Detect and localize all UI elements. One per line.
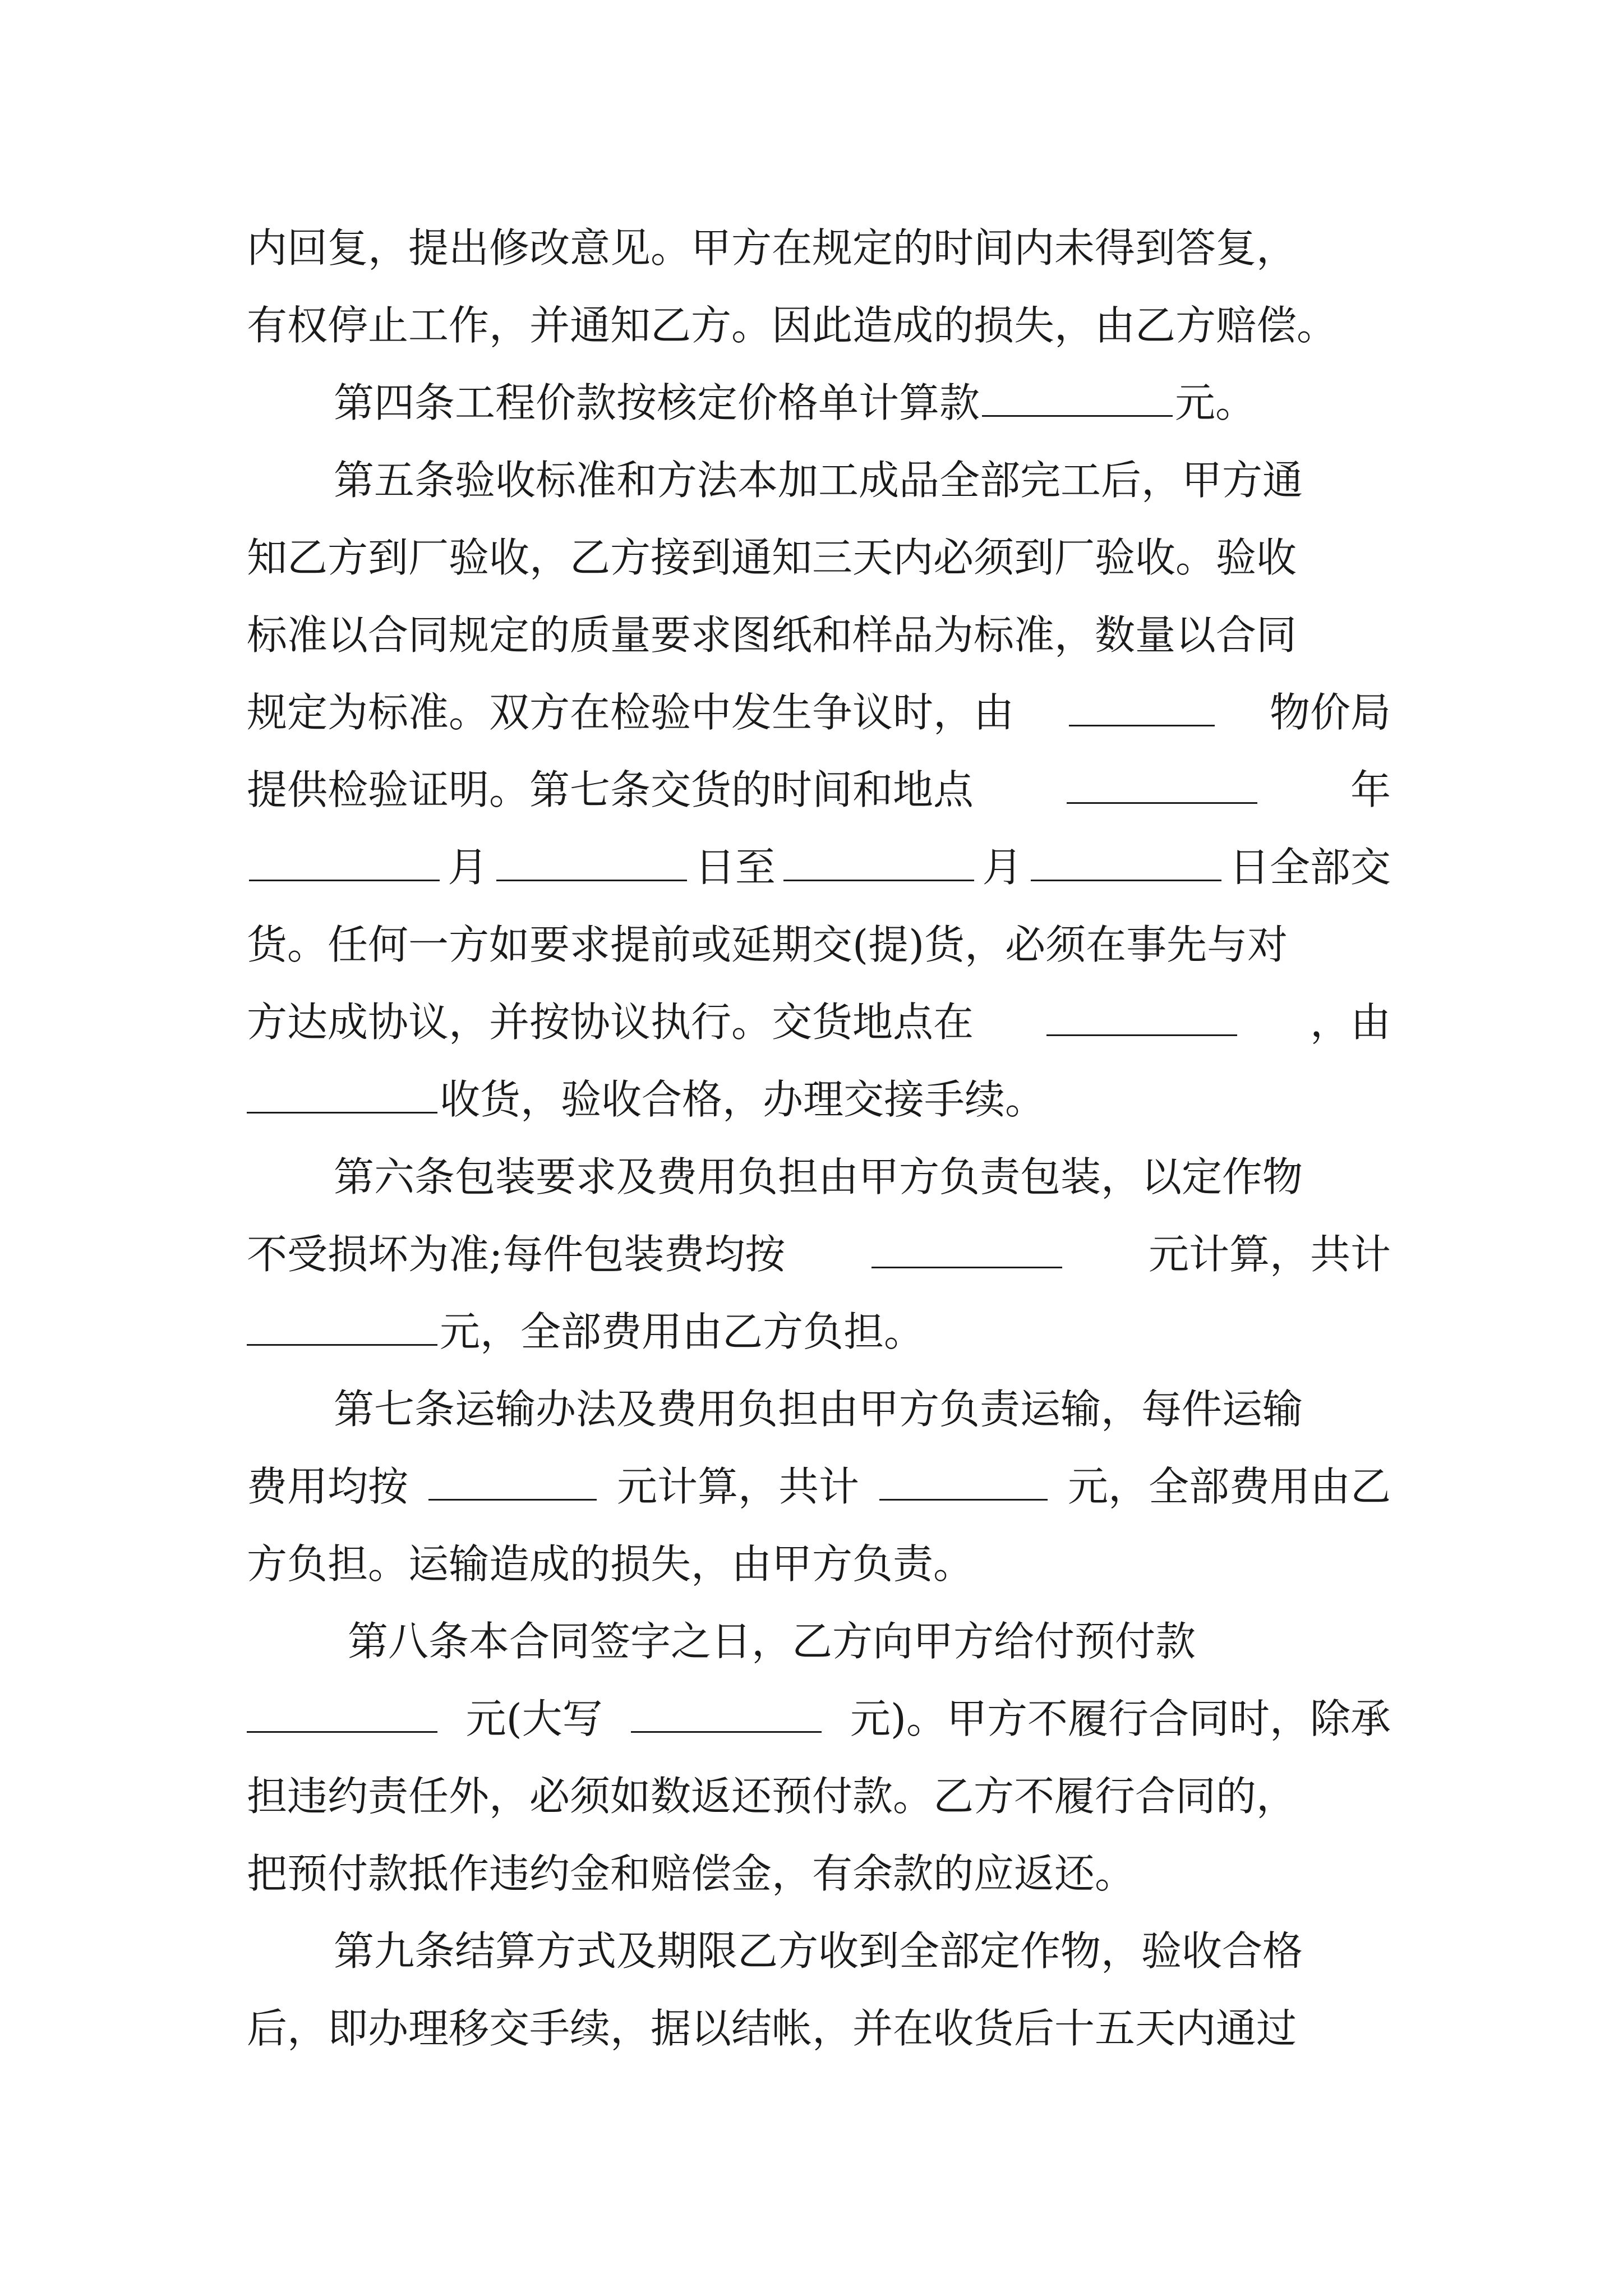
fill-blank[interactable] (783, 844, 974, 881)
text-segment: 元计算，共计 (616, 1463, 859, 1510)
fill-blank[interactable] (1067, 766, 1257, 804)
text-segment: 内回复，提出修改意见。甲方在规定的时间内未得到答复， (247, 224, 1297, 272)
article-5-line (334, 452, 1391, 508)
fill-blank[interactable] (428, 1463, 597, 1501)
text-line (247, 1691, 1391, 1747)
text-segment: 担违约责任外，必须如数返还预付款。乙方不履行合同的， (247, 1773, 1297, 1820)
fill-blank[interactable] (872, 1231, 1062, 1268)
text-segment: 第六条包装要求及费用负担由甲方负责包装，以定作物 (334, 1153, 1303, 1200)
text-line (247, 684, 1391, 740)
text-segment: 收货，验收合格，办理交接手续。 (440, 1076, 1046, 1123)
text-segment: 元。 (1175, 379, 1256, 426)
text-line (247, 2000, 1391, 2056)
text-line (247, 1071, 1391, 1128)
text-segment: 年 (1350, 766, 1391, 813)
text-line (247, 297, 1391, 353)
text-line (247, 1536, 1391, 1592)
text-segment: 第七条运输办法及费用负担由甲方负责运输，每件运输 (334, 1386, 1303, 1433)
fill-blank[interactable] (1069, 689, 1215, 726)
text-line (247, 917, 1391, 973)
text-line (247, 1226, 1391, 1282)
article-9-line (334, 1923, 1391, 1979)
text-segment: 提供检验证明。第七条交货的时间和地点 (247, 766, 974, 813)
text-segment: 规定为标准。双方在检验中发生争议时，由 (247, 689, 1015, 736)
text-segment: 日至 (694, 844, 776, 891)
text-segment: 方负担。运输造成的损失，由甲方负责。 (247, 1540, 974, 1588)
fill-blank[interactable] (1031, 844, 1221, 881)
text-line (247, 1304, 1391, 1360)
text-segment: 货。任何一方如要求提前或延期交(提)货，必须在事先与对 (247, 921, 1288, 968)
fill-blank[interactable] (247, 1308, 437, 1346)
text-segment: 日全部交 (1229, 844, 1391, 891)
fill-blank[interactable] (247, 1076, 437, 1114)
text-line (247, 1768, 1391, 1824)
text-line (247, 607, 1391, 663)
text-segment: 后，即办理移交手续，据以结帐，并在收货后十五天内通过 (247, 2005, 1297, 2052)
text-segment: 第四条工程价款按核定价格单计算款 (334, 379, 980, 426)
article-7-line (334, 1381, 1391, 1437)
fill-blank[interactable] (631, 1695, 822, 1733)
text-line (247, 762, 1391, 818)
text-segment: 物价局 (1269, 689, 1391, 736)
text-segment: 元(大写 (465, 1695, 603, 1742)
text-line (247, 220, 1391, 276)
text-line (247, 1458, 1391, 1515)
text-segment: 元，全部费用由乙 (1067, 1463, 1391, 1510)
article-8-line (348, 1613, 1391, 1669)
text-segment: 把预付款抵作违约金和赔偿金，有余款的应返还。 (247, 1850, 1136, 1897)
text-segment: 月 (982, 844, 1023, 891)
text-segment: 第八条本合同签字之日，乙方向甲方给付预付款 (348, 1618, 1196, 1665)
text-segment: 不受损坏为准;每件包装费均按 (247, 1231, 786, 1278)
text-segment: 费用均按 (247, 1463, 409, 1510)
fill-blank[interactable] (249, 844, 440, 881)
text-segment: 第五条验收标准和方法本加工成品全部完工后，甲方通 (334, 457, 1303, 504)
text-segment: 方达成协议，并按协议执行。交货地点在 (247, 999, 974, 1046)
text-segment: 第九条结算方式及期限乙方收到全部定作物，验收合格 (334, 1927, 1303, 1975)
fill-blank[interactable] (879, 1463, 1048, 1501)
text-segment: 元，全部费用由乙方负担。 (440, 1308, 925, 1355)
text-segment: 知乙方到厂验收，乙方接到通知三天内必须到厂验收。验收 (247, 534, 1297, 581)
text-segment: 标准以合同规定的质量要求图纸和样品为标准，数量以合同 (247, 611, 1297, 659)
article-6-line (334, 1149, 1391, 1205)
fill-blank[interactable] (247, 1695, 437, 1733)
text-line (247, 530, 1391, 586)
text-segment: 有权停止工作，并通知乙方。因此造成的损失，由乙方赔偿。 (247, 302, 1338, 349)
text-segment: 月 (448, 844, 488, 891)
text-segment: ，由 (1310, 999, 1391, 1046)
text-segment: 元计算，共计 (1148, 1231, 1391, 1278)
fill-blank[interactable] (496, 844, 687, 881)
text-segment: 元)。甲方不履行合同时，除承 (850, 1695, 1391, 1742)
article-4-line (334, 375, 1391, 431)
fill-blank[interactable] (982, 379, 1173, 417)
text-line (247, 994, 1391, 1050)
text-line (247, 839, 1391, 895)
text-line (247, 1846, 1391, 1902)
fill-blank[interactable] (1046, 999, 1237, 1036)
